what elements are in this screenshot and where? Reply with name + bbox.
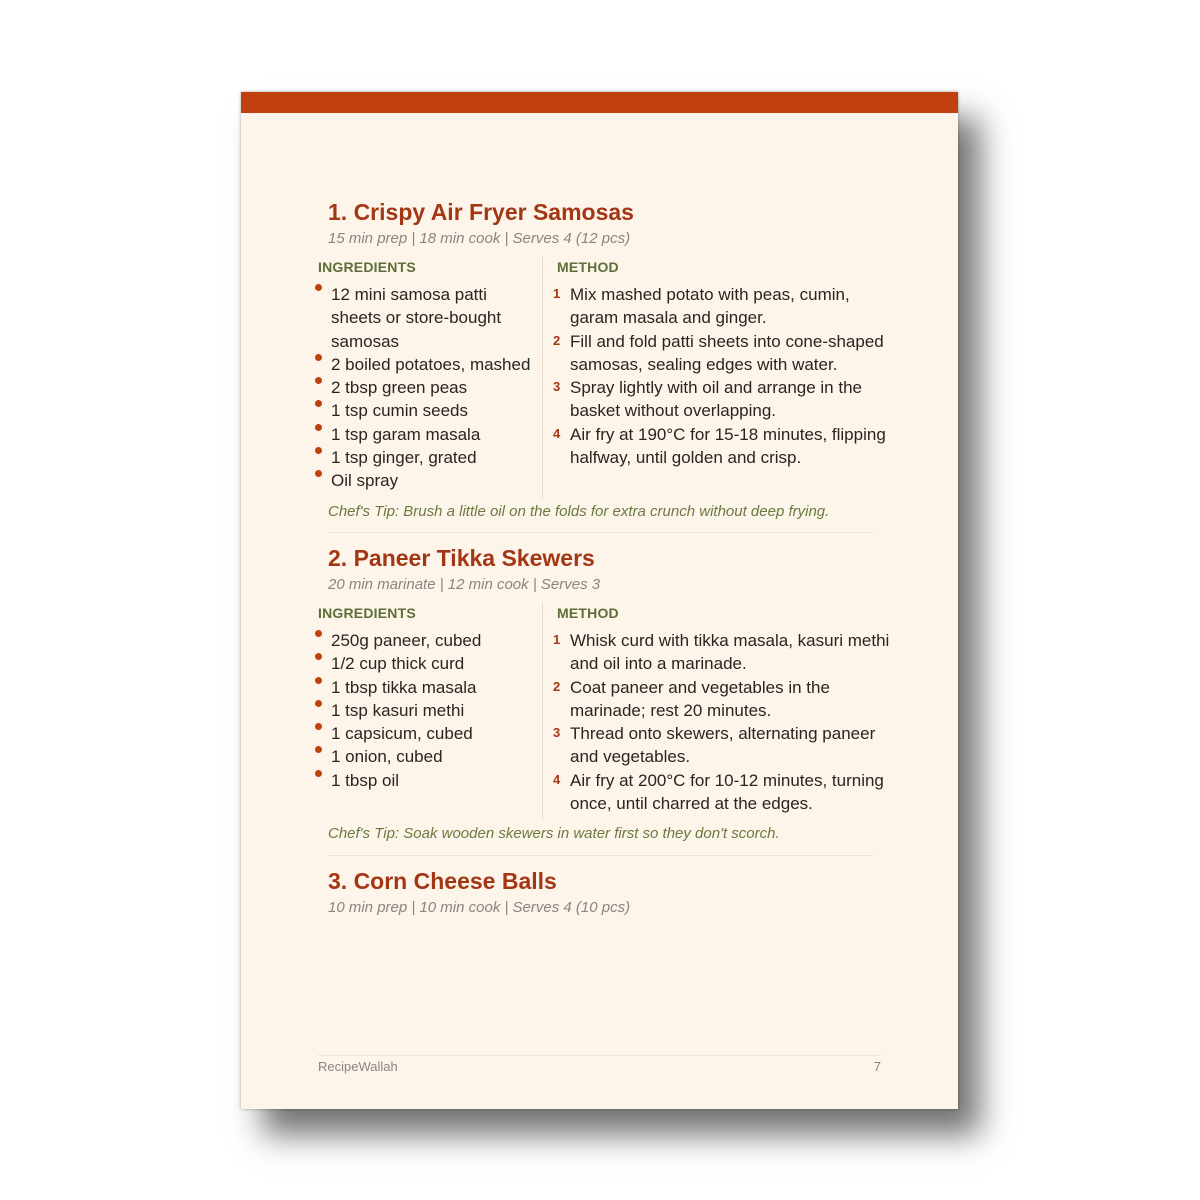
recipe-title: 3. Corn Cheese Balls	[328, 868, 557, 894]
bullet-icon	[315, 630, 322, 637]
method-step: 1 Whisk curd with tikka masala, kasuri methi and oil into a marinade.	[570, 629, 890, 676]
chefs-tip: Chef's Tip: Soak wooden skewers in water first so they don't scorch.	[328, 825, 780, 842]
page-number: 7	[873, 1059, 881, 1074]
method-list	[553, 283, 890, 469]
ingredients-heading: INGREDIENTS	[318, 259, 416, 275]
step-number: 3	[553, 725, 561, 741]
method-step: 3 Thread onto skewers, alternating paneer and vegetables.	[570, 722, 890, 769]
ingredients-heading: INGREDIENTS	[318, 605, 416, 621]
step-number: 1	[553, 632, 561, 647]
recipe-divider	[328, 855, 873, 856]
ingredient-item: 1/2 cup thick curd	[331, 652, 536, 675]
bullet-icon	[315, 377, 322, 384]
method-heading: METHOD	[557, 605, 619, 621]
method-step: 2 Fill and fold patti sheets into cone-shaped samosas, sealing edges with water.	[570, 330, 890, 377]
step-number: 4	[553, 771, 561, 787]
bullet-icon	[315, 653, 322, 660]
bullet-icon	[315, 424, 322, 431]
bullet-icon	[315, 677, 322, 684]
ingredient-item: 1 tbsp oil	[331, 769, 536, 792]
ingredient-item: 1 capsicum, cubed	[331, 722, 536, 745]
step-number: 2	[553, 332, 561, 348]
method-list	[553, 629, 890, 815]
ingredient-item: 2 boiled potatoes, mashed	[331, 353, 536, 376]
step-number: 3	[553, 379, 561, 395]
column-divider	[542, 256, 543, 498]
recipe-meta: 15 min prep | 18 min cook | Serves 4 (12 pcs)	[328, 230, 631, 247]
ingredient-item: 12 mini samosa patti sheets or store-bought samosas	[331, 283, 536, 353]
method-step: 4 Air fry at 200°C for 10-12 minutes, turning once, until charred at the edges.	[570, 769, 890, 816]
method-heading: METHOD	[557, 259, 619, 275]
recipe-title: 2. Paneer Tikka Skewers	[328, 545, 595, 571]
bullet-icon	[315, 447, 322, 454]
bullet-icon	[315, 284, 322, 291]
step-number: 1	[553, 286, 561, 301]
recipe-meta: 20 min marinate | 12 min cook | Serves 3	[328, 576, 601, 593]
ingredient-item: 1 tsp cumin seeds	[331, 399, 536, 422]
footer-brand: RecipeWallah	[318, 1059, 398, 1074]
method-step: 3 Spray lightly with oil and arrange in the basket without overlapping.	[570, 376, 890, 423]
ingredient-item: 1 tsp garam masala	[331, 423, 536, 446]
bullet-icon	[315, 700, 322, 707]
ingredient-item: Oil spray	[331, 469, 536, 492]
recipe-meta: 10 min prep | 10 min cook | Serves 4 (10 pcs)	[328, 899, 631, 916]
bullet-icon	[315, 723, 322, 730]
bullet-icon	[315, 470, 322, 477]
method-step: 2 Coat paneer and vegetables in the marinade; rest 20 minutes.	[570, 676, 890, 723]
method-step: 1 Mix mashed potato with peas, cumin, garam masala and ginger.	[570, 283, 890, 330]
ingredient-item: 2 tbsp green peas	[331, 376, 536, 399]
bullet-icon	[315, 770, 322, 777]
step-number: 4	[553, 425, 561, 441]
column-divider	[542, 602, 543, 820]
recipe-title: 1. Crispy Air Fryer Samosas	[328, 199, 634, 225]
bullet-icon	[315, 354, 322, 361]
ingredients-list	[331, 283, 536, 493]
ingredients-list	[331, 629, 536, 792]
ingredient-item: 1 tbsp tikka masala	[331, 676, 536, 699]
cookbook-page	[241, 92, 958, 1109]
ingredient-item: 1 tsp kasuri methi	[331, 699, 536, 722]
chefs-tip: Chef's Tip: Brush a little oil on the folds for extra crunch without deep frying.	[328, 503, 830, 520]
recipe-divider	[328, 532, 873, 533]
page-header-bar	[241, 92, 958, 113]
bullet-icon	[315, 746, 322, 753]
ingredient-item: 1 onion, cubed	[331, 745, 536, 768]
bullet-icon	[315, 400, 322, 407]
ingredient-item: 250g paneer, cubed	[331, 629, 536, 652]
method-step: 4 Air fry at 190°C for 15-18 minutes, flipping halfway, until golden and crisp.	[570, 423, 890, 470]
footer-divider	[318, 1055, 881, 1056]
step-number: 2	[553, 678, 561, 694]
ingredient-item: 1 tsp ginger, grated	[331, 446, 536, 469]
